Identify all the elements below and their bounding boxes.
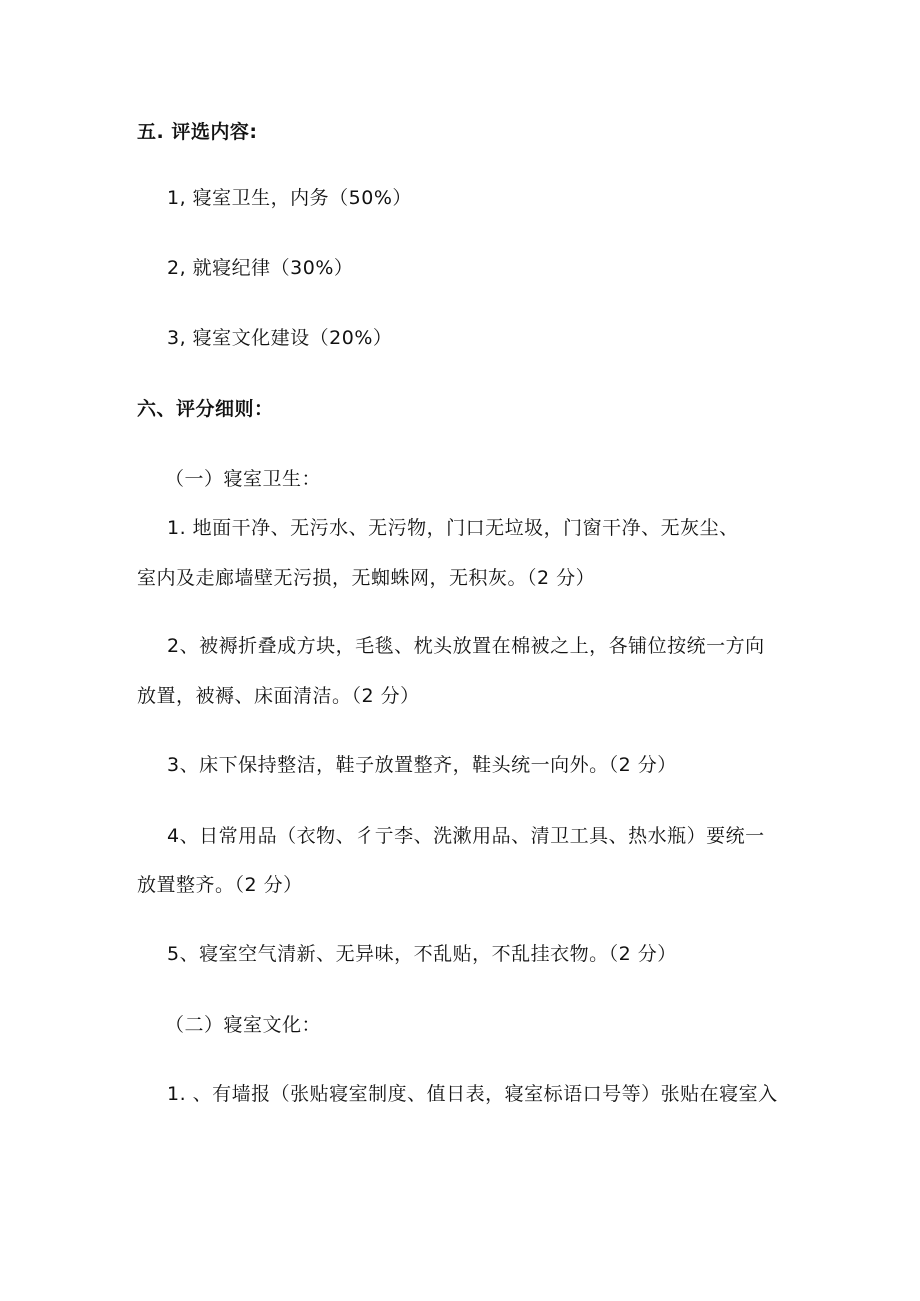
section-6-heading: 六、评分细则： xyxy=(137,398,274,420)
subsection-1-heading: （一）寝室卫生： xyxy=(165,468,322,490)
rule-3: 3、床下保持整洁，鞋子放置整齐，鞋头统一向外。（2 分） xyxy=(167,754,677,776)
rule-1-line-2: 室内及走廊墙壁无污损，无蜘蛛网，无积灰。（2 分） xyxy=(137,567,596,589)
subsection-2-heading: （二）寝室文化： xyxy=(165,1014,322,1036)
rule-2-line-1: 2、被褥折叠成方块，毛毯、枕头放置在棉被之上，各铺位按统一方向 xyxy=(167,635,765,657)
section-5-item-1: 1, 寝室卫生，内务（50%） xyxy=(167,187,412,209)
rule-4-line-2: 放置整齐。（2 分） xyxy=(137,874,303,896)
culture-rule-1-line-1: 1. 、有墙报（张贴寝室制度、值日表，寝室标语口号等）张贴在寝室入 xyxy=(167,1083,778,1105)
section-5-heading: 五. 评选内容: xyxy=(137,121,258,143)
rule-5: 5、寝室空气清新、无异味，不乱贴，不乱挂衣物。（2 分） xyxy=(167,943,677,965)
rule-1-line-1: 1. 地面干净、无污水、无污物，门口无垃圾，门窗干净、无灰尘、 xyxy=(167,517,739,539)
section-5-item-3: 3, 寝室文化建设（20%） xyxy=(167,327,393,349)
section-5-item-2: 2, 就寝纪律（30%） xyxy=(167,257,354,279)
rule-2-line-2: 放置，被褥、床面清洁。（2 分） xyxy=(137,685,420,707)
rule-4-line-1: 4、日常用品（衣物、彳亍李、洗漱用品、清卫工具、热水瓶）要统一 xyxy=(167,825,765,847)
